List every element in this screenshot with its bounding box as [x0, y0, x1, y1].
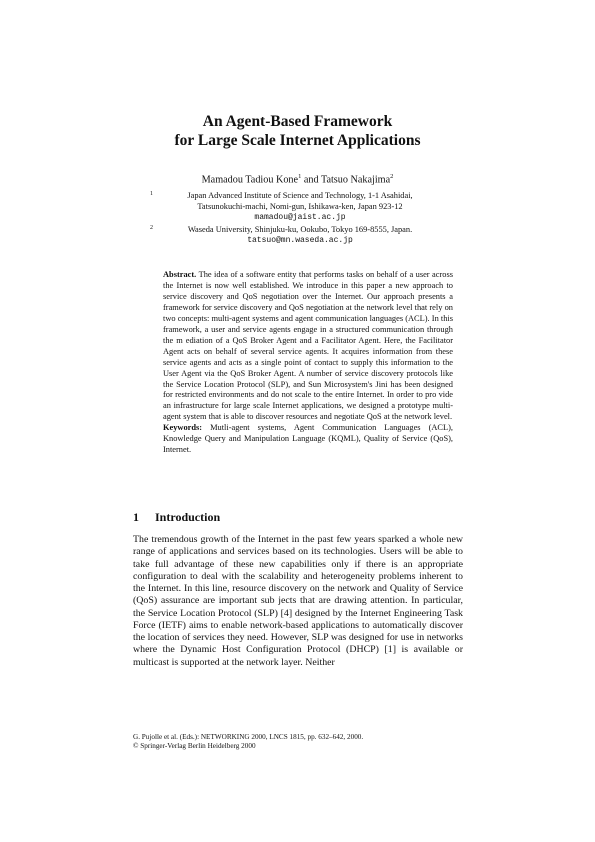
author-separator: and — [301, 174, 321, 186]
keywords-label: Keywords: — [163, 423, 203, 433]
affiliation-mark: 1 — [298, 173, 302, 180]
copyright-line: © Springer-Verlag Berlin Heidelberg 2000 — [133, 742, 256, 751]
citation-line: G. Pujolle et al. (Eds.): NETWORKING 2000, LNCS 1815, pp. 632–642, 2000. — [133, 733, 364, 741]
abstract-text: The idea of a software entity that performs tasks on behalf of a user across the Internet is now well established. We introduce in this paper a new approach to service discovery and QoS negotiation over the Internet. Our approach presents a framework for service discovery and QoS negotiation at the network level that rely on two concepts: multi-agent systems and agent communication languages (ACL). In this framework, a user and service agents engage in a structured communication through the m ediation of a QoS Broker Agent and a Facilitator Agent. Here, the Facilitator Agent acts on behalf of several service agents. It acquires information from these service agents and acts as a single point of contact to supply this information to the User Agent via the QoS Broker Agent. A number of service discovery protocols like the Service Location Protocol (SLP), and Sun Microsystem's Jini has been designed for restricted environments and do not scale to the entire Internet. In order to pro vide an infrastructure for large scale Internet applications, we designed a prototype multi-agent system that is able to discover resources and negotiate QoS at the network level. — [163, 270, 453, 422]
section-heading — [133, 510, 220, 524]
title-line-1: An Agent-Based Framework — [202, 113, 393, 130]
introduction-paragraph: The tremendous growth of the Internet in the past few years sparked a whole new range of applications and services based on its technologies. Users will be able to take full advantage of these new capabilities only if there is an appropriate configuration to deal with the scalability and heterogeneity problems inherent to the Internet. In this line, resource discovery on the network and Quality of Service (QoS) assurance are important sub jects that are drawing attention. In particular, the Service Location Protocol (SLP) [4] designed by the Internet Engineering Task Force (IETF) aims to enable network-based applications to automatically discover the location of services they need. However, SLP was designed for use in networks where the Dynamic Host Configuration Protocol (DHCP) [1] is available or multicast is supported at the network layer. Neither — [133, 534, 463, 668]
page-footer — [133, 733, 473, 751]
affiliation-1 — [150, 190, 450, 224]
paper-title — [0, 112, 595, 150]
affiliation-mark: 2 — [390, 173, 394, 180]
author-name: Mamadou Tadiou Kone — [201, 174, 299, 186]
affiliation-line: Tatsunokuchi-machi, Nomi-gun, Ishikawa-ken, Japan 923-12 — [197, 202, 403, 212]
keywords-text: Mutli-agent systems, Agent Communication Languages (ACL), Knowledge Query and Manipulation Language (KQML), Quality of Service (QoS), Internet. — [163, 423, 453, 455]
affiliation-2 — [150, 224, 450, 246]
author-email: tatsuo@mn.waseda.ac.jp — [247, 235, 353, 245]
section-number: 1 — [133, 510, 139, 524]
abstract-label: Abstract. — [163, 270, 197, 279]
affiliation-number: 2 — [150, 224, 153, 231]
author-email: mamadou@jaist.ac.jp — [254, 213, 346, 223]
affiliations — [150, 190, 450, 246]
affiliation-line: Waseda University, Shinjuku-ku, Ookubo, Tokyo 169-8555, Japan. — [187, 224, 413, 234]
abstract — [163, 270, 453, 456]
author-list — [0, 170, 595, 186]
affiliation-line: Japan Advanced Institute of Science and Technology, 1-1 Asahidai, — [187, 191, 413, 200]
affiliation-number: 1 — [150, 191, 153, 197]
keywords — [163, 423, 453, 456]
author-name: Tatsuo Nakajima — [320, 174, 391, 186]
title-line-2: for Large Scale Internet Applications — [174, 132, 421, 149]
section-title: Introduction — [155, 510, 221, 524]
